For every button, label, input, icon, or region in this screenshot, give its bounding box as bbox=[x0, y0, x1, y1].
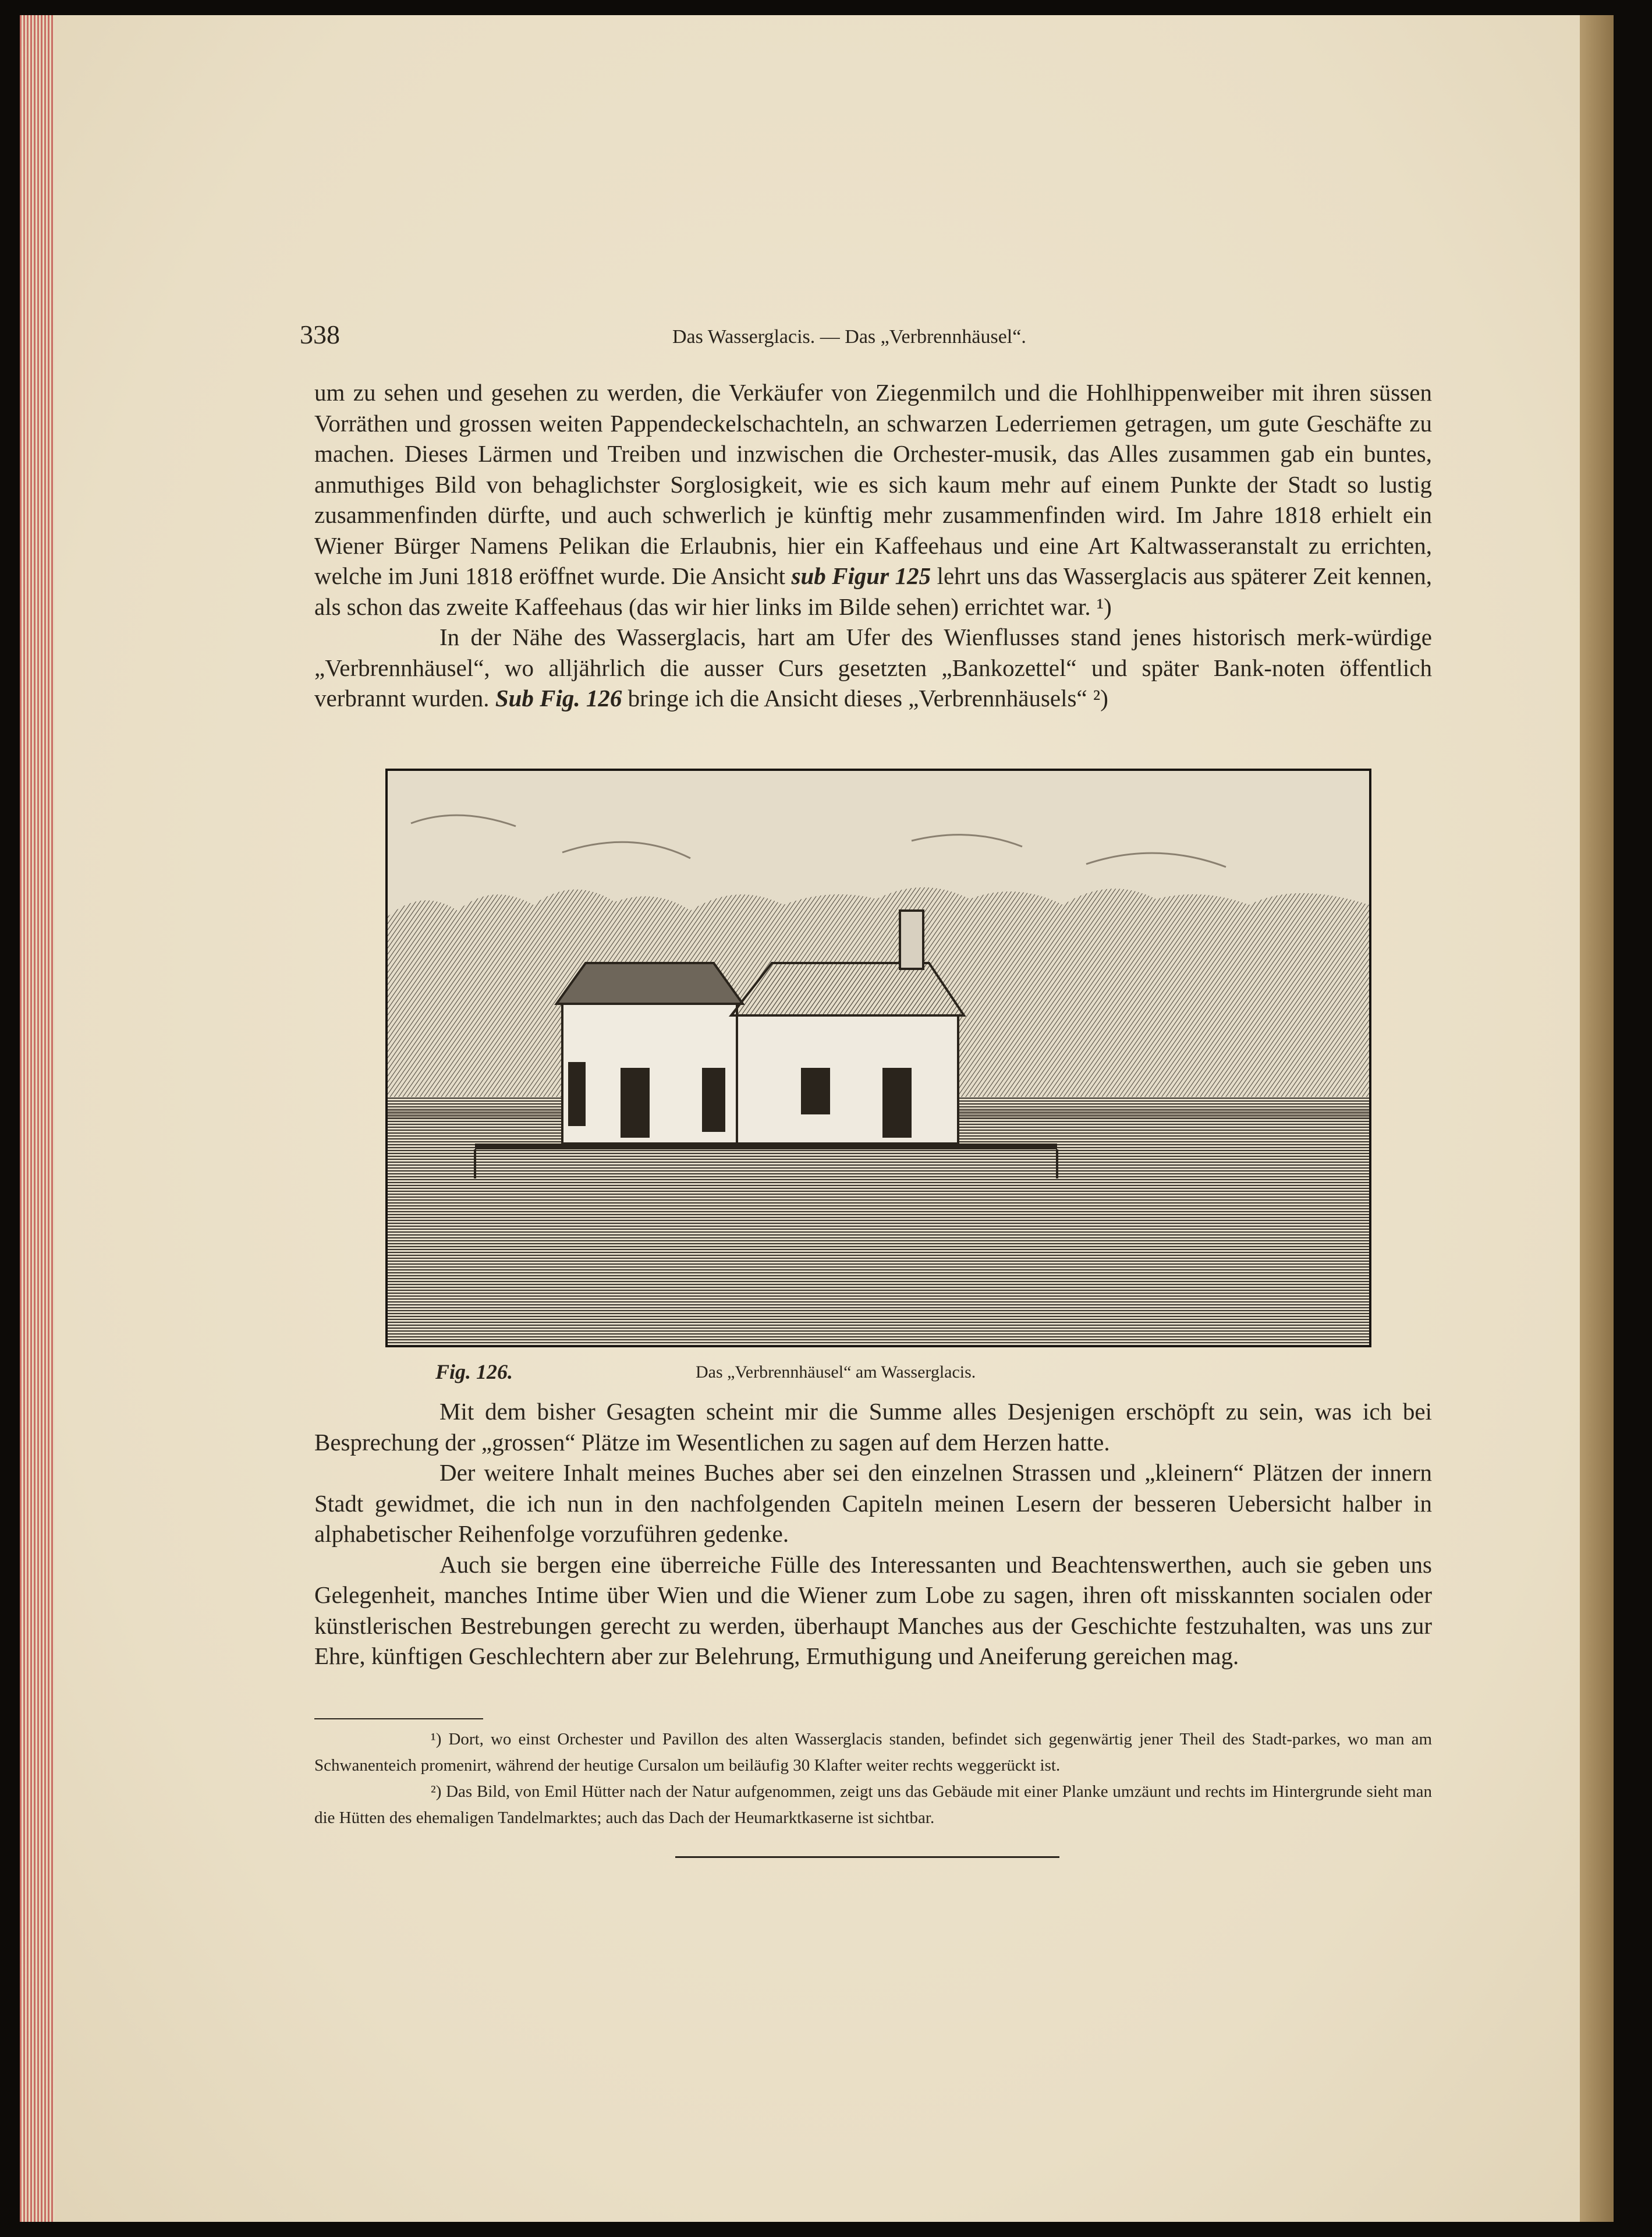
figure-reference-126: Sub Fig. 126 bbox=[495, 685, 622, 712]
paragraph-4: Der weitere Inhalt meines Buches aber sei den einzelnen Strassen und „kleinern“ Plätzen der innern Stadt gewidmet, die ich nun in den nachfolgenden Capiteln meinen Lesern der besseren Uebersicht halber in alphabetischer Reihenfolge vorzuführen gedenke. bbox=[314, 1459, 1432, 1547]
plank-fence bbox=[475, 1144, 1057, 1149]
footnote-1: ¹) Dort, wo einst Orchester und Pavillon des alten Wasserglacis standen, befindet sich gegenwärtig jener Theil des Stadt-parkes, wo man am Schwanenteich promenirt, während der heutige Cursalon um beiläufig 30 Klafter weiter rechts weggerückt ist. bbox=[314, 1730, 1432, 1775]
house-left-roof bbox=[556, 963, 743, 1004]
page-stack-edge bbox=[20, 15, 55, 2222]
footnotes bbox=[314, 1726, 1432, 1831]
verbrennhaeusel-engraving bbox=[388, 771, 1369, 1345]
shutter bbox=[568, 1062, 586, 1126]
figure-caption: Das „Verbrennhäusel“ am Wasserglacis. bbox=[696, 1362, 976, 1382]
footnote-2: ²) Das Bild, von Emil Hütter nach der Natur aufgenommen, zeigt uns das Gebäude mit einer Planke umzäunt und rechts im Hintergrunde sieht man die Hütten des ehemaligen Tandelmarktes; auch das Dach der Heumarktkaserne ist sichtbar. bbox=[314, 1782, 1432, 1827]
paragraph-1-text-a: um zu sehen und gesehen zu werden, die Verkäufer von Ziegenmilch und die Hohlhippenweiber mit ihren süssen Vorräthen und grossen weiten Pappendeckelschachteln, an schwarzen Lederriemen getragen, um gute Geschäfte zu machen. Dieses Lärmen und Treiben und inzwischen die Orchester-musik, das Alles zusammen gab ein buntes, anmuthiges Bild von behaglichster Sorglosigkeit, wie es sich kaum mehr auf einem Punkte der Stadt so lustig zusammenfinden dürfte, und auch schwerlich je künftig mehr zusammenfinden wird. Im Jahre 1818 erhielt ein Wiener Bürger Namens Pelikan die Erlaubnis, hier ein Kaffeehaus und eine Art Kaltwasseranstalt zu errichten, welche im Juni 1818 eröffnet wurde. Die Ansicht bbox=[314, 379, 1432, 589]
paragraph-2-text-b: bringe ich die Ansicht dieses „Verbrennhäusels“ ²) bbox=[628, 685, 1108, 712]
paragraph-5: Auch sie bergen eine überreiche Fülle des Interessanten und Beachtenswerthen, auch sie geben uns Gelegenheit, manches Intime über Wien und die Wiener zum Lobe zu sagen, ihren oft misskannten socialen oder künstlerischen Bestrebungen gerecht zu werden, überhaupt Manches aus der Geschichte festzuhalten, was uns zur Ehre, künftigen Geschlechtern aber zur Belehrung, Ermuthigung und Aneiferung gereichen mag. bbox=[314, 1551, 1432, 1669]
page-header bbox=[300, 319, 1436, 354]
paragraph-3: Mit dem bisher Gesagten scheint mir die Summe alles Desjenigen erschöpft zu sein, was ich bei Besprechung der „grossen“ Plätze im Wesentlichen zu sagen auf dem Herzen hatte. bbox=[314, 1398, 1432, 1456]
shutter bbox=[621, 1068, 650, 1138]
binding-edge bbox=[1580, 15, 1614, 2222]
body-text-bottom bbox=[314, 1396, 1432, 1672]
running-head: Das Wasserglacis. — Das „Verbrennhäusel“. bbox=[672, 326, 1026, 348]
figure-label: Fig. 126. bbox=[435, 1360, 513, 1383]
paragraph-1-text-b: lehrt uns das Wasserglacis aus späterer Zeit kennen, als schon das zweite Kaffeehaus (das wir hier links im Bilde sehen) errichtet war. ¹) bbox=[314, 562, 1433, 620]
shutter bbox=[801, 1068, 830, 1114]
end-rule bbox=[675, 1856, 1059, 1858]
shutter bbox=[882, 1068, 912, 1138]
figure-reference-125: sub Figur 125 bbox=[791, 562, 931, 589]
house-right-roof bbox=[731, 963, 964, 1015]
paragraph-1 bbox=[314, 377, 1432, 622]
shutter bbox=[702, 1068, 725, 1132]
page-number: 338 bbox=[300, 320, 340, 349]
footnote-rule bbox=[314, 1718, 483, 1719]
paragraph-2 bbox=[314, 622, 1432, 714]
body-text-top bbox=[314, 377, 1432, 714]
figure-illustration bbox=[385, 769, 1371, 1347]
chimney bbox=[900, 911, 923, 969]
house-right-wing bbox=[737, 1015, 958, 1144]
paragraph-2-text-a: In der Nähe des Wasserglacis, hart am Ufer des Wienflusses stand jenes historisch merk-würdige „Verbrennhäusel“, wo alljährlich die ausser Curs gesetzten „Bankozettel“ und später Bank-noten öffentlich verbrannt wurden. bbox=[314, 624, 1432, 712]
